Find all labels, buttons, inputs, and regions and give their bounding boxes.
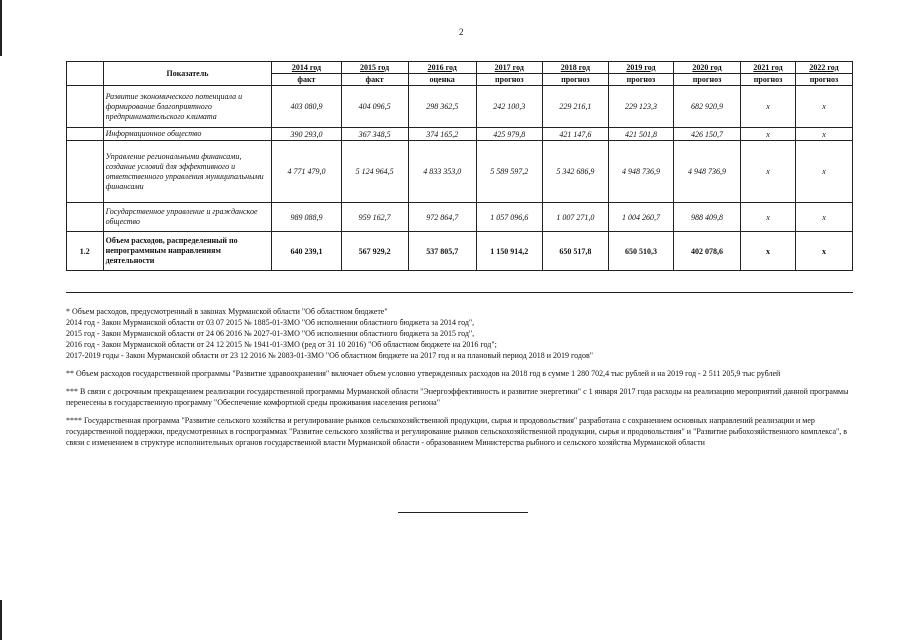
cell-value: 402 078,6 xyxy=(673,232,740,271)
year-header: 2016 год xyxy=(408,62,476,74)
cell-value: х xyxy=(795,232,852,271)
cell-value: х xyxy=(741,86,796,128)
footnote-line: 2015 год - Закон Мурманской области от 24 06 2016 № 2027-01-ЗМО "Об исполнении областного бюджета за 2015 год", xyxy=(66,329,475,338)
cell-value: 4 771 479,0 xyxy=(272,141,341,203)
year-header: 2020 год xyxy=(673,62,740,74)
cell-value: 989 088,9 xyxy=(272,203,341,232)
row-index xyxy=(67,141,104,203)
year-header: 2015 год xyxy=(341,62,408,74)
type-header: прогноз xyxy=(741,74,796,86)
indicator-column-header: Показатель xyxy=(103,62,272,86)
table-row xyxy=(67,128,853,141)
year-header: 2017 год xyxy=(476,62,542,74)
cell-value: 650 517,8 xyxy=(542,232,608,271)
type-header: прогноз xyxy=(608,74,673,86)
cell-value: х xyxy=(741,141,796,203)
cell-value: х xyxy=(795,203,852,232)
table-row xyxy=(67,141,853,203)
cell-value: х xyxy=(795,128,852,141)
cell-value: 426 150,7 xyxy=(673,128,740,141)
cell-value: 4 948 736,9 xyxy=(673,141,740,203)
type-header: прогноз xyxy=(542,74,608,86)
cell-value: х xyxy=(741,232,796,271)
table-row xyxy=(67,203,853,232)
footnote-line: 2014 год - Закон Мурманской области от 03 07 2015 № 1885-01-ЗМО "Об исполнении областного бюджета за 2014 год", xyxy=(66,318,475,327)
row-name: Развитие экономического потенциала и формирование благоприятного предпринимательского климата xyxy=(103,86,272,128)
footnote-3: *** В связи с досрочным прекращением реализации государственной программы Мурманской области "Энергоэффективность и развитие энергетики" с 1 января 2017 года расходы на реализацию мероприятий данной программы перенесены в государственную программу "Обеспечение комфортной среды проживания населения региона" xyxy=(66,387,849,407)
year-header: 2021 год xyxy=(741,62,796,74)
cell-value: 242 100,3 xyxy=(476,86,542,128)
row-name: Государственное управление и гражданское общество xyxy=(103,203,272,232)
table-row xyxy=(67,232,853,271)
cell-value: 298 362,5 xyxy=(408,86,476,128)
cell-value: 972 864,7 xyxy=(408,203,476,232)
end-rule xyxy=(398,512,528,513)
cell-value: 650 510,3 xyxy=(608,232,673,271)
cell-value: 959 162,7 xyxy=(341,203,408,232)
footnote-line: 2016 год - Закон Мурманской области от 24 12 2015 № 1941-01-ЗМО (ред от 31 10 2016) "Об областном бюджете на 2016 год"; xyxy=(66,340,497,349)
year-header: 2018 год xyxy=(542,62,608,74)
cell-value: 682 920,9 xyxy=(673,86,740,128)
cell-value: 421 501,8 xyxy=(608,128,673,141)
cell-value: х xyxy=(795,86,852,128)
cell-value: 640 239,1 xyxy=(272,232,341,271)
row-index xyxy=(67,203,104,232)
cell-value: 390 293,0 xyxy=(272,128,341,141)
row-name: Информационное общество xyxy=(103,128,272,141)
row-name: Управление региональными финансами, создание условий для эффективного и ответственного управления муниципальными финансами xyxy=(103,141,272,203)
year-header: 2019 год xyxy=(608,62,673,74)
footnote-2: ** Объем расходов государственной программы "Развитие здравоохранения" включает объем условно утвержденных расходов на 2018 год в сумме 1 280 702,4 тыс рублей и на 2019 год - 2 511 205,9 тыс рублей xyxy=(66,369,781,378)
cell-value: 5 124 964,5 xyxy=(341,141,408,203)
scan-edge xyxy=(0,0,2,56)
footnote-line: * Объем расходов, предусмотренный в законах Мурманской области "Об областном бюджете" xyxy=(66,307,388,316)
page-number: 2 xyxy=(459,27,464,37)
type-header: прогноз xyxy=(673,74,740,86)
year-header: 2014 год xyxy=(272,62,341,74)
type-header: прогноз xyxy=(476,74,542,86)
cell-value: 5 589 597,2 xyxy=(476,141,542,203)
cell-value: 367 348,5 xyxy=(341,128,408,141)
type-header: оценка xyxy=(408,74,476,86)
cell-value: 425 979,8 xyxy=(476,128,542,141)
year-header: 2022 год xyxy=(795,62,852,74)
cell-value: 988 409,8 xyxy=(673,203,740,232)
cell-value: 404 096,5 xyxy=(341,86,408,128)
footnote-4: **** Государственная программа "Развитие сельского хозяйства и регулирование рынков сельскохозяйственной продукции, сырья и продовольствия" разработана с сохранением основных направлений реализации и мер государственной поддержки, предусмотренных в госпрограммах "Развитие сельского хозяйства и регулирование рынков сельскохозяйственной продукции, сырья и продовольствия" и "Развитие рыбохозяйственного комплекса", в связи с изменением в структуре исполнительных органов государственной власти Мурманской области - образованием Министерства рыбного и сельского хозяйства Мурманской области xyxy=(66,416,848,447)
cell-value: 229 216,1 xyxy=(542,86,608,128)
scan-edge xyxy=(0,600,2,640)
footnote-line: 2017-2019 годы - Закон Мурманской области от 23 12 2016 № 2083-01-ЗМО "Об областном бюджете на 2017 год и на плановый период 2018 и 2019 годов" xyxy=(66,351,593,360)
footnotes xyxy=(66,306,853,448)
cell-value: х xyxy=(795,141,852,203)
cell-value: 403 080,9 xyxy=(272,86,341,128)
cell-value: 1 007 271,0 xyxy=(542,203,608,232)
cell-value: 1 004 260,7 xyxy=(608,203,673,232)
cell-value: 567 929,2 xyxy=(341,232,408,271)
row-index xyxy=(67,86,104,128)
type-header: факт xyxy=(341,74,408,86)
footnote-divider xyxy=(66,292,853,293)
index-column-header xyxy=(67,62,104,86)
row-name: Объем расходов, распределенный по непрограммным направлениям деятельности xyxy=(103,232,272,271)
row-index xyxy=(67,128,104,141)
cell-value: 4 948 736,9 xyxy=(608,141,673,203)
type-header: факт xyxy=(272,74,341,86)
cell-value: 421 147,6 xyxy=(542,128,608,141)
cell-value: 5 342 686,9 xyxy=(542,141,608,203)
cell-value: х xyxy=(741,203,796,232)
cell-value: 1 057 096,6 xyxy=(476,203,542,232)
expenditure-table xyxy=(66,61,853,271)
cell-value: 374 165,2 xyxy=(408,128,476,141)
cell-value: 537 805,7 xyxy=(408,232,476,271)
row-index: 1.2 xyxy=(67,232,104,271)
header-row-years xyxy=(67,62,853,74)
cell-value: х xyxy=(741,128,796,141)
cell-value: 229 123,3 xyxy=(608,86,673,128)
cell-value: 1 150 914,2 xyxy=(476,232,542,271)
cell-value: 4 833 353,0 xyxy=(408,141,476,203)
table-row xyxy=(67,86,853,128)
type-header: прогноз xyxy=(795,74,852,86)
